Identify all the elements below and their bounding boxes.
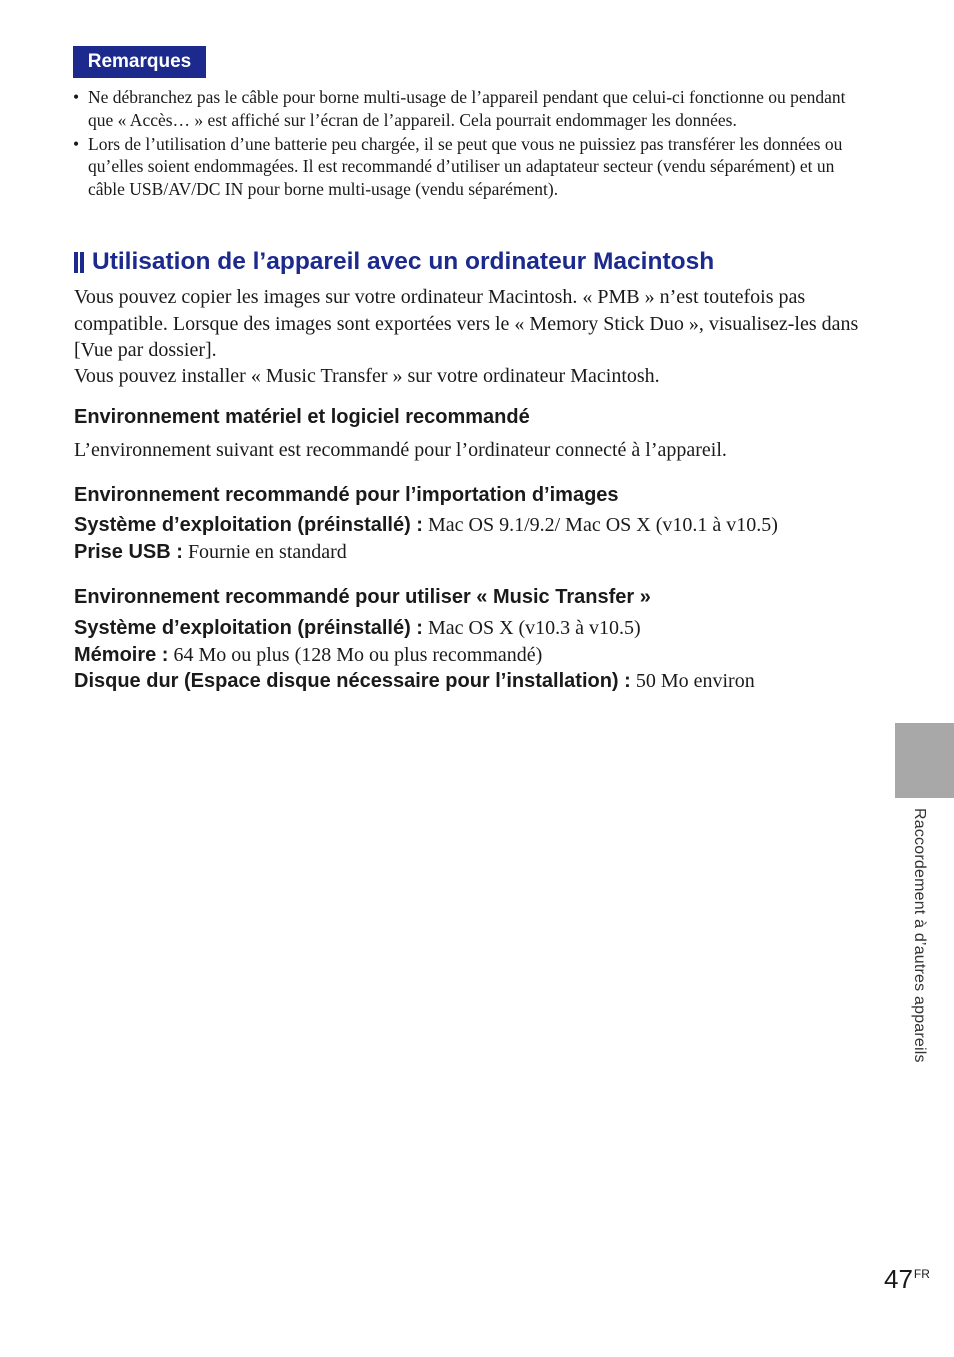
music-disk-spec: [74, 670, 755, 693]
chapter-tab: [895, 723, 954, 798]
page-number-value: 47: [884, 1264, 913, 1294]
music-disk-value: 50 Mo environ: [635, 670, 755, 692]
import-usb-label: Prise USB :: [74, 541, 183, 563]
note-item: • Ne débranchez pas le câble pour borne multi-usage de l’appareil pendant que celui-ci fonctionne ou pendant que « Accès… » est affiché sur l’écran de l’appareil. Cela pourrait endommager les données.: [73, 86, 863, 131]
note-item: • Lors de l’utilisation d’une batterie peu chargée, il se peut que vous ne puissiez pas transférer les données ou qu’elles soient endommagées. Il est recommandé d’utiliser un adaptateur secteur (vendu séparément) et un câble USB/AV/DC IN pour borne multi-usage (vendu séparément).: [73, 133, 863, 201]
section-marker-icon: [74, 252, 84, 273]
section-title-text: Utilisation de l’appareil avec un ordinateur Macintosh: [92, 248, 715, 275]
music-env-heading: Environnement recommandé pour utiliser « Music Transfer »: [74, 586, 651, 608]
music-mem-label: Mémoire :: [74, 644, 169, 666]
music-os-value: Mac OS X (v10.3 à v10.5): [427, 617, 641, 639]
remarques-label: Remarques: [73, 46, 206, 78]
import-env-heading: Environnement recommandé pour l’importation d’images: [74, 484, 619, 506]
music-disk-label: Disque dur (Espace disque nécessaire pour l’installation) :: [74, 670, 631, 692]
music-mem-value: 64 Mo ou plus (128 Mo ou plus recommandé): [173, 644, 543, 666]
music-mem-spec: [74, 644, 542, 667]
env-heading: Environnement matériel et logiciel recommandé: [74, 406, 530, 428]
intro-paragraph-2: Vous pouvez installer « Music Transfer » sur votre ordinateur Macintosh.: [74, 365, 660, 387]
music-os-spec: [74, 617, 641, 640]
page-number: [884, 1264, 930, 1295]
env-text: L’environnement suivant est recommandé pour l’ordinateur connecté à l’appareil.: [74, 439, 727, 461]
notes-list: [73, 86, 863, 202]
import-os-value: Mac OS 9.1/9.2/ Mac OS X (v10.1 à v10.5): [427, 514, 778, 536]
music-os-label: Système d’exploitation (préinstallé) :: [74, 617, 423, 639]
section-title: [73, 245, 893, 279]
chapter-label: Raccordement à d’autres appareils: [911, 808, 928, 1063]
import-os-label: Système d’exploitation (préinstallé) :: [74, 514, 423, 536]
import-usb-value: Fournie en standard: [187, 541, 347, 563]
intro-paragraph: Vous pouvez copier les images sur votre ordinateur Macintosh. « PMB » n’est toutefois pas compatible. Lorsque des images sont exportées vers le « Memory Stick Duo », visualisez-les dans [Vue par dossier].: [74, 286, 859, 361]
import-os-spec: [74, 514, 778, 537]
page-number-suffix: FR: [913, 1267, 930, 1281]
import-usb-spec: [74, 541, 347, 564]
